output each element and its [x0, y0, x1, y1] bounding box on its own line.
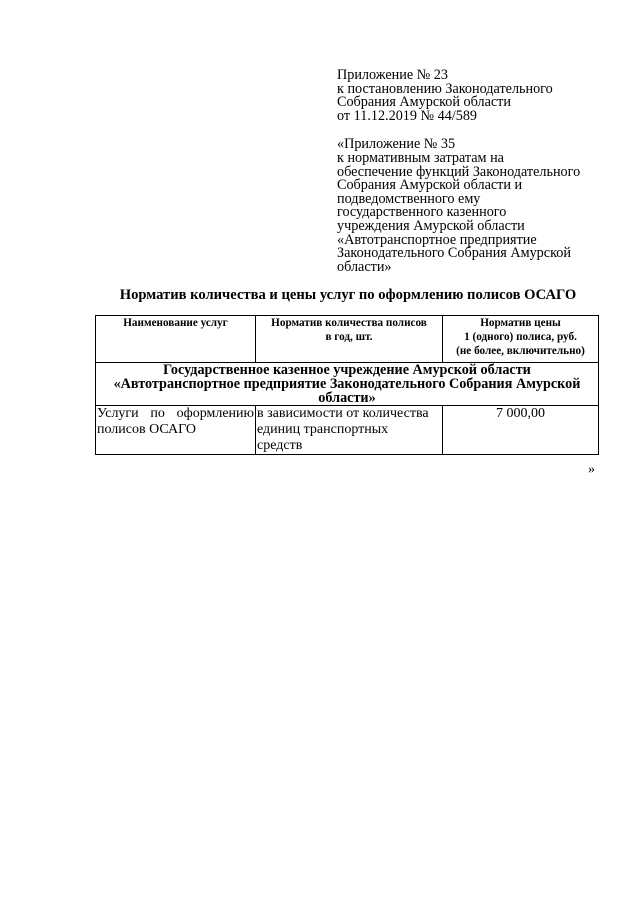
table-header-row	[96, 316, 599, 363]
table-group-row	[96, 363, 599, 406]
service-line: Услуги по оформлению	[97, 406, 254, 421]
appendix-line: Приложение № 23	[337, 67, 448, 83]
group-heading-line: Государственное казенное учреждение Амурской области	[163, 362, 531, 378]
norm-table	[95, 315, 599, 455]
appendix-header	[337, 69, 627, 274]
cell-price: 7 000,00	[443, 406, 599, 455]
quantity-line: единиц транспортных	[257, 422, 389, 437]
group-heading-line: области»	[318, 390, 376, 406]
header-price-line: 1 (одного) полиса, руб.	[464, 331, 577, 343]
header-price-line: Норматив цены	[480, 317, 561, 329]
inner-appendix-line: обеспечение функций Законодательного	[337, 163, 581, 180]
document-title: Норматив количества и цены услуг по оформлению полисов ОСАГО	[119, 287, 577, 303]
inner-appendix-line: учреждения Амурской области	[337, 217, 525, 234]
service-line: полисов ОСАГО	[97, 422, 196, 437]
quantity-line: средств	[257, 438, 303, 453]
header-price-norm	[443, 316, 599, 363]
inner-appendix-line: «Автотранспортное предприятие	[337, 231, 537, 248]
header-quantity-line: Норматив количества полисов	[271, 317, 427, 329]
appendix-line: Собрания Амурской области	[337, 94, 511, 111]
header-quantity-line: в год, шт.	[325, 331, 373, 343]
inner-appendix-line: Законодательного Собрания Амурской	[337, 245, 571, 262]
header-price-line: (не более, включительно)	[456, 345, 585, 357]
cell-quantity	[256, 406, 443, 455]
group-heading	[96, 363, 599, 406]
inner-appendix-line: государственного казенного	[337, 204, 507, 221]
quantity-line: в зависимости от количества	[257, 406, 429, 421]
cell-service	[96, 406, 256, 455]
inner-appendix-line: области»	[337, 258, 392, 275]
appendix-line: к постановлению Законодательного	[337, 80, 553, 97]
header-quantity-norm	[256, 316, 443, 363]
appendix-line: от 11.12.2019 № 44/589	[337, 107, 478, 124]
group-heading-line: «Автотранспортное предприятие Законодательного Собрания Амурской	[113, 376, 581, 392]
table-row	[96, 406, 599, 455]
header-service-name: Наименование услуг	[96, 316, 256, 363]
inner-appendix-line: «Приложение № 35	[337, 136, 456, 153]
inner-appendix-line: Собрания Амурской области и	[337, 177, 523, 194]
inner-appendix-line: к нормативным затратам на	[337, 149, 504, 166]
inner-appendix-line: подведомственного ему	[337, 190, 481, 207]
closing-quote: »	[588, 462, 595, 477]
